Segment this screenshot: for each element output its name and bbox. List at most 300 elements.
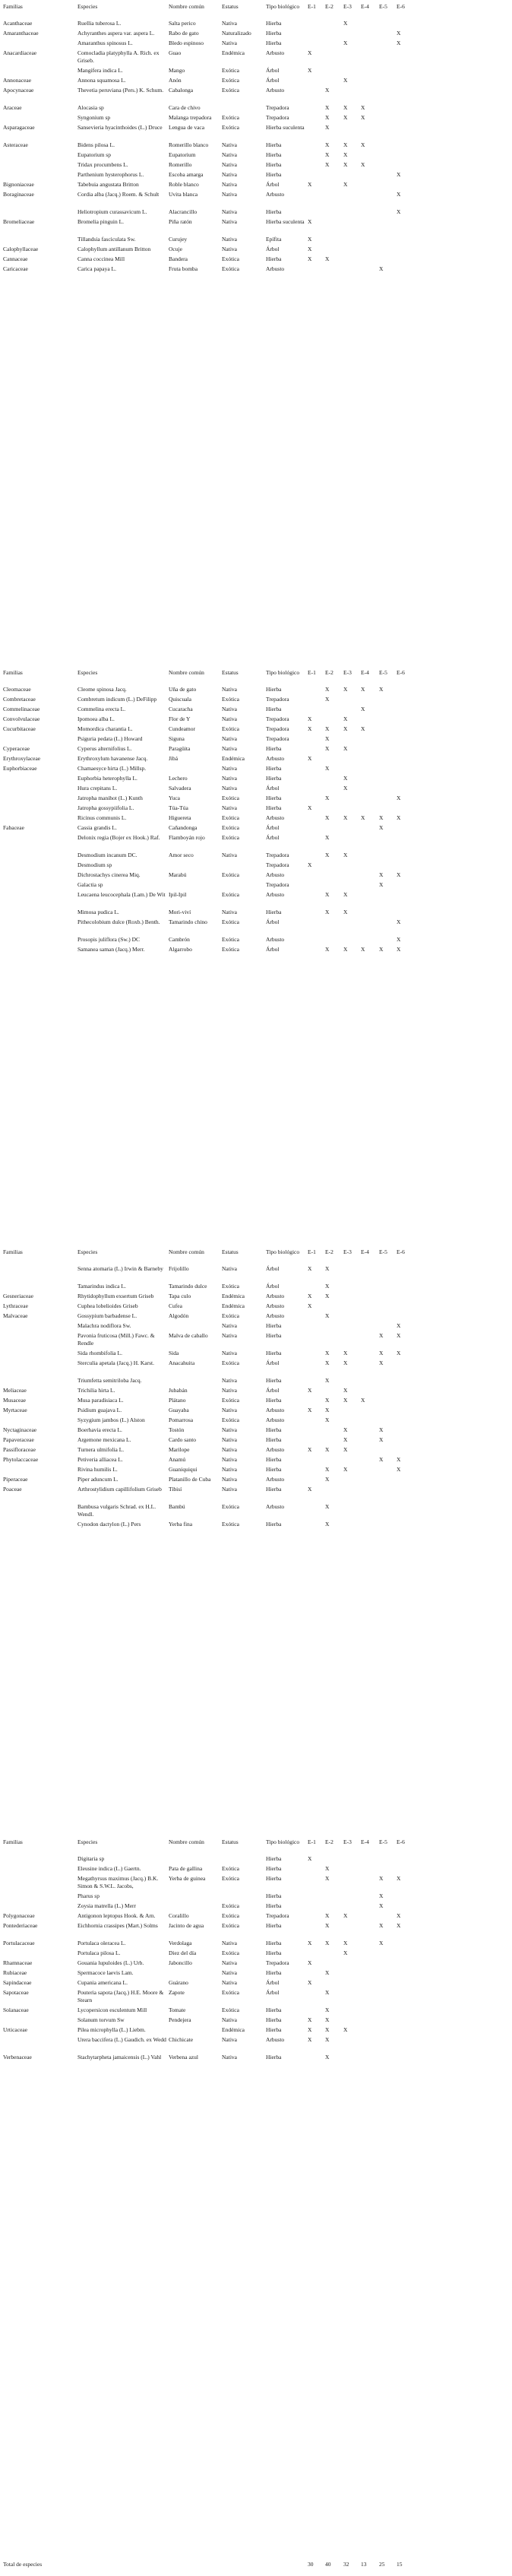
header-especie: Especies bbox=[77, 3, 98, 10]
nombre-cell: Guao bbox=[169, 49, 182, 56]
presence-mark-e2: X bbox=[325, 1416, 330, 1423]
presence-mark-e1: X bbox=[308, 861, 312, 868]
presence-mark-e5: X bbox=[379, 814, 384, 821]
header-nombre: Nombre común bbox=[169, 669, 204, 676]
especie-cell: Zoysia matrella (L.) Merr bbox=[77, 1902, 137, 1909]
presence-mark-e1: X bbox=[308, 804, 312, 811]
tipo-cell: Hierba bbox=[266, 706, 282, 712]
estatus-cell: Exótica bbox=[222, 1912, 239, 1919]
tipo-cell: Hierba bbox=[266, 151, 282, 158]
estatus-cell: Nativa bbox=[222, 735, 237, 742]
nombre-cell: Higuereta bbox=[169, 814, 191, 821]
presence-mark-e6: X bbox=[397, 30, 401, 36]
tipo-cell: Árbol bbox=[266, 1989, 280, 1996]
especie-cell: Samanea saman (Jacq.) Merr. bbox=[77, 946, 145, 953]
tipo-cell: Arbusto bbox=[266, 871, 285, 878]
presence-mark-e2: X bbox=[325, 1312, 330, 1319]
header-e1: E-1 bbox=[308, 1248, 316, 1255]
presence-mark-e6: X bbox=[397, 1466, 401, 1473]
presence-mark-e3: X bbox=[343, 1359, 348, 1366]
nombre-cell: Yerba fina bbox=[169, 1521, 193, 1528]
presence-mark-e5: X bbox=[379, 1940, 384, 1946]
especie-cell: Cordia alba (Jacq.) Roem. & Schult bbox=[77, 191, 160, 198]
especie-cell: Prosopis juliflora (Sw.) DC bbox=[77, 936, 141, 943]
estatus-cell: Exótica bbox=[222, 1283, 239, 1290]
estatus-cell: Nativa bbox=[222, 218, 237, 225]
especie-cell: Sida rhombifolia L. bbox=[77, 1350, 122, 1356]
tipo-cell: Árbol bbox=[266, 1979, 280, 1986]
estatus-cell: Nativa bbox=[222, 1456, 237, 1463]
especie-cell: Combretum indicum (L.) DeFilipp bbox=[77, 696, 157, 703]
tipo-cell: Arbusto bbox=[266, 49, 285, 56]
presence-mark-e6: X bbox=[397, 40, 401, 46]
presence-mark-e1: X bbox=[308, 67, 312, 74]
presence-mark-e2: X bbox=[325, 745, 330, 752]
presence-mark-e2: X bbox=[325, 1446, 330, 1453]
especie-cell: Ruellia tuberosa L. bbox=[77, 20, 122, 27]
tipo-cell: Hierba bbox=[266, 1426, 282, 1433]
estatus-cell: Nativa bbox=[222, 909, 237, 915]
familia-cell: Polygonaceae bbox=[3, 1912, 35, 1919]
familia-cell: Boraginaceae bbox=[3, 191, 34, 198]
estatus-cell: Exótica bbox=[222, 918, 239, 925]
nombre-cell: Alacrancillo bbox=[169, 208, 198, 215]
tipo-cell: Arbusto bbox=[266, 87, 285, 94]
especie-cell: Digitaria sp bbox=[77, 1855, 105, 1862]
especie-cell: Rivina humilis L. bbox=[77, 1466, 118, 1473]
tipo-cell: Trepadora bbox=[266, 861, 289, 868]
tipo-cell: Árbol bbox=[266, 1387, 280, 1394]
total-e4: 13 bbox=[361, 2561, 367, 2568]
presence-mark-e1: X bbox=[308, 1855, 312, 1862]
nombre-cell: Ipil-Ipil bbox=[169, 891, 187, 898]
presence-mark-e2: X bbox=[325, 891, 330, 898]
presence-mark-e5: X bbox=[379, 686, 384, 693]
especie-cell: Eichhornia crassipes (Mart.) Solms bbox=[77, 1922, 158, 1929]
familia-cell: Sapotaceae bbox=[3, 1989, 29, 1996]
familia-cell: Bromeliaceae bbox=[3, 218, 35, 225]
presence-mark-e1: X bbox=[308, 755, 312, 762]
header-e1: E-1 bbox=[308, 1838, 316, 1845]
nombre-cell: Pata de gallina bbox=[169, 1865, 203, 1872]
nombre-cell: Frijolillo bbox=[169, 1265, 189, 1272]
estatus-cell: Exótica bbox=[222, 265, 239, 272]
header-nombre: Nombre común bbox=[169, 1838, 204, 1845]
especie-cell: Gouania lupuloides (L.) Urb. bbox=[77, 1959, 144, 1966]
presence-mark-e1: X bbox=[308, 1265, 312, 1272]
header-e3: E-3 bbox=[343, 1248, 352, 1255]
tipo-cell: Árbol bbox=[266, 918, 280, 925]
estatus-cell: Nativa bbox=[222, 161, 237, 168]
presence-mark-e2: X bbox=[325, 1265, 330, 1272]
presence-mark-e3: X bbox=[343, 20, 348, 27]
estatus-cell: Nativa bbox=[222, 785, 237, 792]
presence-mark-e5: X bbox=[379, 1359, 384, 1366]
familia-cell: Calophyllaceae bbox=[3, 246, 39, 252]
presence-mark-e3: X bbox=[343, 946, 348, 953]
tipo-cell: Arbusto bbox=[266, 2036, 285, 2043]
familia-cell: Euphorbiaceae bbox=[3, 765, 37, 772]
presence-mark-e2: X bbox=[325, 696, 330, 703]
estatus-cell: Nativa bbox=[222, 1377, 237, 1384]
nombre-cell: Rabo de gato bbox=[169, 30, 199, 36]
presence-mark-e4: X bbox=[361, 141, 365, 148]
especie-cell: Sansevieria hyacinthoides (L.) Druce bbox=[77, 124, 163, 131]
estatus-cell: Exótica bbox=[222, 67, 239, 74]
presence-mark-e3: X bbox=[343, 2026, 348, 2033]
estatus-cell: Exótica bbox=[222, 1503, 239, 1510]
nombre-cell: Bambú bbox=[169, 1503, 185, 1510]
presence-mark-e3: X bbox=[343, 775, 348, 782]
presence-mark-e5: X bbox=[379, 824, 384, 831]
presence-mark-e2: X bbox=[325, 1969, 330, 1976]
especie-cell: Syzygium jambos (L.) Alston bbox=[77, 1416, 145, 1423]
tipo-cell: Árbol bbox=[266, 1283, 280, 1290]
tipo-cell: Hierba suculenta bbox=[266, 218, 305, 225]
presence-mark-e6: X bbox=[397, 171, 401, 178]
tipo-cell: Hierba bbox=[266, 686, 282, 693]
estatus-cell: Exótica bbox=[222, 936, 239, 943]
nombre-cell: Paragüita bbox=[169, 745, 191, 752]
nombre-cell: Jubabán bbox=[169, 1387, 188, 1394]
especie-cell: Bambusa vulgaris Schrad. ex H.L. Wendl. bbox=[77, 1503, 156, 1518]
estatus-cell: Nativa bbox=[222, 2016, 237, 2023]
nombre-cell: Fruta bomba bbox=[169, 265, 198, 272]
estatus-cell: Nativa bbox=[222, 1332, 237, 1339]
familia-cell: Urticaceae bbox=[3, 2026, 28, 2033]
presence-mark-e2: X bbox=[325, 1521, 330, 1528]
header-e4: E-4 bbox=[361, 669, 369, 676]
especie-cell: Syngonium sp bbox=[77, 114, 111, 121]
total-label: Total de especies bbox=[3, 2561, 43, 2568]
estatus-cell: Nativa bbox=[222, 171, 237, 178]
nombre-cell: Pendejera bbox=[169, 2016, 191, 2023]
presence-mark-e1: X bbox=[308, 49, 312, 56]
nombre-cell: Malva de caballo bbox=[169, 1332, 208, 1339]
nombre-cell: Malanga trepadora bbox=[169, 114, 212, 121]
presence-mark-e2: X bbox=[325, 1293, 330, 1299]
header-especie: Especies bbox=[77, 1248, 98, 1255]
nombre-cell: Mango bbox=[169, 67, 185, 74]
total-e5: 25 bbox=[379, 2561, 385, 2568]
tipo-cell: Hierba bbox=[266, 1922, 282, 1929]
especie-cell: Pouteria sapota (Jacq.) H.E. Moore & Stearn bbox=[77, 1989, 164, 2003]
especie-cell: Cuphea lobelioides Griseb bbox=[77, 1302, 138, 1309]
presence-mark-e1: X bbox=[308, 236, 312, 243]
presence-mark-e3: X bbox=[343, 114, 348, 121]
nombre-cell: Tapa culo bbox=[169, 1293, 191, 1299]
presence-mark-e6: X bbox=[397, 1912, 401, 1919]
presence-mark-e3: X bbox=[343, 141, 348, 148]
header-e4: E-4 bbox=[361, 1248, 369, 1255]
tipo-cell: Arbusto bbox=[266, 1302, 285, 1309]
tipo-cell: Hierba bbox=[266, 775, 282, 782]
presence-mark-e3: X bbox=[343, 1350, 348, 1356]
estatus-cell: Nativa bbox=[222, 1265, 237, 1272]
presence-mark-e2: X bbox=[325, 2054, 330, 2060]
estatus-cell: Exótica bbox=[222, 114, 239, 121]
presence-mark-e2: X bbox=[325, 834, 330, 841]
nombre-cell: Cambrón bbox=[169, 936, 190, 943]
familia-cell: Nyctaginaceae bbox=[3, 1426, 37, 1433]
familia-cell: Anacardiaceae bbox=[3, 49, 37, 56]
presence-mark-e2: X bbox=[325, 735, 330, 742]
estatus-cell: Exótica bbox=[222, 1521, 239, 1528]
familia-cell: Bignoniaceae bbox=[3, 181, 34, 188]
estatus-cell: Nativa bbox=[222, 1426, 237, 1433]
tipo-cell: Hierba bbox=[266, 208, 282, 215]
nombre-cell: Flor de Y bbox=[169, 715, 191, 722]
nombre-cell: Anón bbox=[169, 77, 182, 84]
header-familia: Familias bbox=[3, 669, 23, 676]
especie-cell: Solanum torvum Sw bbox=[77, 2016, 125, 2023]
nombre-cell: Romerillo bbox=[169, 161, 192, 168]
estatus-cell: Endémica bbox=[222, 49, 245, 56]
presence-mark-e5: X bbox=[379, 1456, 384, 1463]
especie-cell: Petiveria alliacea L. bbox=[77, 1456, 123, 1463]
nombre-cell: Uña de gato bbox=[169, 686, 197, 693]
header-e6: E-6 bbox=[397, 669, 405, 676]
estatus-cell: Exótica bbox=[222, 1397, 239, 1404]
presence-mark-e5: X bbox=[379, 946, 384, 953]
presence-mark-e4: X bbox=[361, 946, 365, 953]
tipo-cell: Arbusto bbox=[266, 1446, 285, 1453]
presence-mark-e2: X bbox=[325, 795, 330, 801]
nombre-cell: Cañandonga bbox=[169, 824, 198, 831]
familia-cell: Lythraceae bbox=[3, 1302, 28, 1309]
tipo-cell: Hierba bbox=[266, 804, 282, 811]
familia-cell: Cucurbitaceae bbox=[3, 725, 36, 732]
header-e2: E-2 bbox=[325, 1838, 333, 1845]
header-tipo: Tipo biológico bbox=[266, 1838, 300, 1845]
especie-cell: Turnera ulmifolia L. bbox=[77, 1446, 125, 1453]
nombre-cell: Túa-Túa bbox=[169, 804, 188, 811]
tipo-cell: Árbol bbox=[266, 1359, 280, 1366]
especie-cell: Desmodium sp bbox=[77, 861, 112, 868]
tipo-cell: Hierba suculenta bbox=[266, 124, 305, 131]
header-e3: E-3 bbox=[343, 669, 352, 676]
header-e2: E-2 bbox=[325, 669, 333, 676]
especie-cell: Delonix regia (Bojer ex Hook.) Raf. bbox=[77, 834, 160, 841]
presence-mark-e2: X bbox=[325, 104, 330, 111]
nombre-cell: Mori-viví bbox=[169, 909, 191, 915]
header-estatus: Estatus bbox=[222, 669, 239, 676]
total-e3: 32 bbox=[343, 2561, 349, 2568]
presence-mark-e5: X bbox=[379, 1350, 384, 1356]
tipo-cell: Trepadora bbox=[266, 852, 289, 858]
presence-mark-e2: X bbox=[325, 946, 330, 953]
tipo-cell: Trepadora bbox=[266, 1912, 289, 1919]
presence-mark-e1: X bbox=[308, 1293, 312, 1299]
especie-cell: Lycopersicon esculentum Mill bbox=[77, 2007, 147, 2013]
estatus-cell: Exótica bbox=[222, 87, 239, 94]
tipo-cell: Hierba bbox=[266, 30, 282, 36]
tipo-cell: Árbol bbox=[266, 77, 280, 84]
especie-cell: Piper aduncum L. bbox=[77, 1476, 119, 1483]
nombre-cell: Cufea bbox=[169, 1302, 182, 1309]
estatus-cell: Endémica bbox=[222, 1293, 245, 1299]
tipo-cell: Arbusto bbox=[266, 1312, 285, 1319]
especie-cell: Erythroxylum havanense Jacq. bbox=[77, 755, 148, 762]
nombre-cell: Escoba amarga bbox=[169, 171, 204, 178]
header-nombre: Nombre común bbox=[169, 3, 204, 10]
familia-cell: Convolvulaceae bbox=[3, 715, 40, 722]
tipo-cell: Hierba bbox=[266, 2007, 282, 2013]
header-especie: Especies bbox=[77, 1838, 98, 1845]
presence-mark-e3: X bbox=[343, 181, 348, 188]
presence-mark-e6: X bbox=[397, 1875, 401, 1882]
especie-cell: Portulaca oleracea L. bbox=[77, 1940, 126, 1946]
especie-cell: Tamarindus indica L. bbox=[77, 1283, 126, 1290]
especie-cell: Bromelia pinguin L. bbox=[77, 218, 125, 225]
estatus-cell: Nativa bbox=[222, 1979, 237, 1986]
tipo-cell: Arbusto bbox=[266, 755, 285, 762]
nombre-cell: Anamú bbox=[169, 1456, 186, 1463]
total-e2: 40 bbox=[325, 2561, 331, 2568]
nombre-cell: Jaboncillo bbox=[169, 1959, 192, 1966]
presence-mark-e3: X bbox=[343, 1949, 348, 1956]
presence-mark-e3: X bbox=[343, 1446, 348, 1453]
especie-cell: Tridax procumbens L. bbox=[77, 161, 128, 168]
estatus-cell: Exótica bbox=[222, 1312, 239, 1319]
tipo-cell: Trepadora bbox=[266, 725, 289, 732]
nombre-cell: Guaniquiqui bbox=[169, 1466, 198, 1473]
estatus-cell: Nativa bbox=[222, 1969, 237, 1976]
presence-mark-e3: X bbox=[343, 686, 348, 693]
familia-cell: Sapindaceae bbox=[3, 1979, 32, 1986]
familia-cell: Phytolaccaceae bbox=[3, 1456, 39, 1463]
tipo-cell: Hierba bbox=[266, 1521, 282, 1528]
especie-cell: Argemone mexicana L. bbox=[77, 1436, 131, 1443]
nombre-cell: Algodón bbox=[169, 1312, 189, 1319]
especie-cell: Annona squamosa L. bbox=[77, 77, 126, 84]
presence-mark-e3: X bbox=[343, 1387, 348, 1394]
header-e1: E-1 bbox=[308, 3, 316, 10]
especie-cell: Cassia grandis L. bbox=[77, 824, 117, 831]
especie-cell: Cynodon dactylon (L.) Pers bbox=[77, 1521, 141, 1528]
especie-cell: Rhytidophyllum exsertum Griseb bbox=[77, 1293, 154, 1299]
nombre-cell: Eupatorium bbox=[169, 151, 196, 158]
header-estatus: Estatus bbox=[222, 3, 239, 10]
estatus-cell: Exótica bbox=[222, 1989, 239, 1996]
estatus-cell: Exótica bbox=[222, 1922, 239, 1929]
estatus-cell: Exótica bbox=[222, 946, 239, 953]
presence-mark-e2: X bbox=[325, 686, 330, 693]
nombre-cell: Verdolaga bbox=[169, 1940, 192, 1946]
especie-cell: Psidium guajava L. bbox=[77, 1407, 122, 1413]
presence-mark-e2: X bbox=[325, 1359, 330, 1366]
familia-cell: Rubiaceae bbox=[3, 1969, 27, 1976]
nombre-cell: Anacahuita bbox=[169, 1359, 195, 1366]
presence-mark-e1: X bbox=[308, 1302, 312, 1309]
especie-cell: Tillandsia fasciculata Sw. bbox=[77, 236, 136, 243]
header-tipo: Tipo biológico bbox=[266, 3, 300, 10]
tipo-cell: Árbol bbox=[266, 1265, 280, 1272]
especie-cell: Momordica charantia L. bbox=[77, 725, 133, 732]
presence-mark-e3: X bbox=[343, 40, 348, 46]
tipo-cell: Árbol bbox=[266, 785, 280, 792]
total-e1: 30 bbox=[308, 2561, 314, 2568]
header-tipo: Tipo biológico bbox=[266, 1248, 300, 1255]
presence-mark-e3: X bbox=[343, 104, 348, 111]
tipo-cell: Árbol bbox=[266, 67, 280, 74]
especie-cell: Commelina erecta L. bbox=[77, 706, 126, 712]
presence-mark-e3: X bbox=[343, 745, 348, 752]
tipo-cell: Arbusto bbox=[266, 1407, 285, 1413]
nombre-cell: Tibisí bbox=[169, 1486, 182, 1493]
familia-cell: Acanthaceae bbox=[3, 20, 33, 27]
presence-mark-e5: X bbox=[379, 1436, 384, 1443]
nombre-cell: Plátano bbox=[169, 1397, 186, 1404]
presence-mark-e1: X bbox=[308, 725, 312, 732]
especie-cell: Jatropha manihot (L.) Kunth bbox=[77, 795, 143, 801]
especie-cell: Musa paradisiaca L. bbox=[77, 1397, 124, 1404]
especie-cell: Galactia sp bbox=[77, 881, 103, 888]
estatus-cell: Nativa bbox=[222, 40, 237, 46]
especie-cell: Arthrostylidium capillifolium Griseb bbox=[77, 1486, 162, 1493]
familia-cell: Apocynaceae bbox=[3, 87, 34, 94]
total-e6: 15 bbox=[397, 2561, 403, 2568]
estatus-cell: Nativa bbox=[222, 1436, 237, 1443]
tipo-cell: Trepadora bbox=[266, 881, 289, 888]
especie-cell: Mangifera indica L. bbox=[77, 67, 123, 74]
especie-cell: Dichrostachys cinerea Miq. bbox=[77, 871, 141, 878]
presence-mark-e5: X bbox=[379, 1875, 384, 1882]
tipo-cell: Arbusto bbox=[266, 1416, 285, 1423]
header-familia: Familias bbox=[3, 1248, 23, 1255]
especie-cell: Amaranthus spinosus L. bbox=[77, 40, 133, 46]
familia-cell: Poaceae bbox=[3, 1486, 22, 1493]
presence-mark-e1: X bbox=[308, 1446, 312, 1453]
especie-cell: Euphorbia heterophylla L. bbox=[77, 775, 137, 782]
tipo-cell: Hierba bbox=[266, 1940, 282, 1946]
header-familia: Familias bbox=[3, 3, 23, 10]
tipo-cell: Arbusto bbox=[266, 814, 285, 821]
presence-mark-e2: X bbox=[325, 1940, 330, 1946]
familia-cell: Asparagaceae bbox=[3, 124, 35, 131]
estatus-cell: Nativa bbox=[222, 2036, 237, 2043]
especie-cell: Leucaena leucocephala (Lam.) De Wit bbox=[77, 891, 166, 898]
presence-mark-e2: X bbox=[325, 814, 330, 821]
presence-mark-e2: X bbox=[325, 255, 330, 262]
presence-mark-e3: X bbox=[343, 909, 348, 915]
tipo-cell: Hierba bbox=[266, 1949, 282, 1956]
estatus-cell: Nativa bbox=[222, 151, 237, 158]
especie-cell: Jatropha gossypiifolia L. bbox=[77, 804, 134, 811]
tipo-cell: Trepadora bbox=[266, 735, 289, 742]
presence-mark-e4: X bbox=[361, 1397, 365, 1404]
presence-mark-e3: X bbox=[343, 151, 348, 158]
nombre-cell: Tamarindo dulce bbox=[169, 1283, 207, 1290]
tipo-cell: Hierba bbox=[266, 1902, 282, 1909]
presence-mark-e2: X bbox=[325, 141, 330, 148]
presence-mark-e2: X bbox=[325, 1865, 330, 1872]
presence-mark-e5: X bbox=[379, 1922, 384, 1929]
estatus-cell: Exótica bbox=[222, 795, 239, 801]
especie-cell: Carica papaya L. bbox=[77, 265, 117, 272]
familia-cell: Cannaceae bbox=[3, 255, 28, 262]
tipo-cell: Arbusto bbox=[266, 1476, 285, 1483]
estatus-cell: Endémica bbox=[222, 1302, 245, 1309]
familia-cell: Verbenaceae bbox=[3, 2054, 32, 2060]
header-e5: E-5 bbox=[379, 1838, 387, 1845]
especie-cell: Tabebuia angustata Britton bbox=[77, 181, 139, 188]
header-familia: Familias bbox=[3, 1838, 23, 1845]
presence-mark-e6: X bbox=[397, 208, 401, 215]
presence-mark-e2: X bbox=[325, 1377, 330, 1384]
estatus-cell: Exótica bbox=[222, 1949, 239, 1956]
presence-mark-e6: X bbox=[397, 871, 401, 878]
